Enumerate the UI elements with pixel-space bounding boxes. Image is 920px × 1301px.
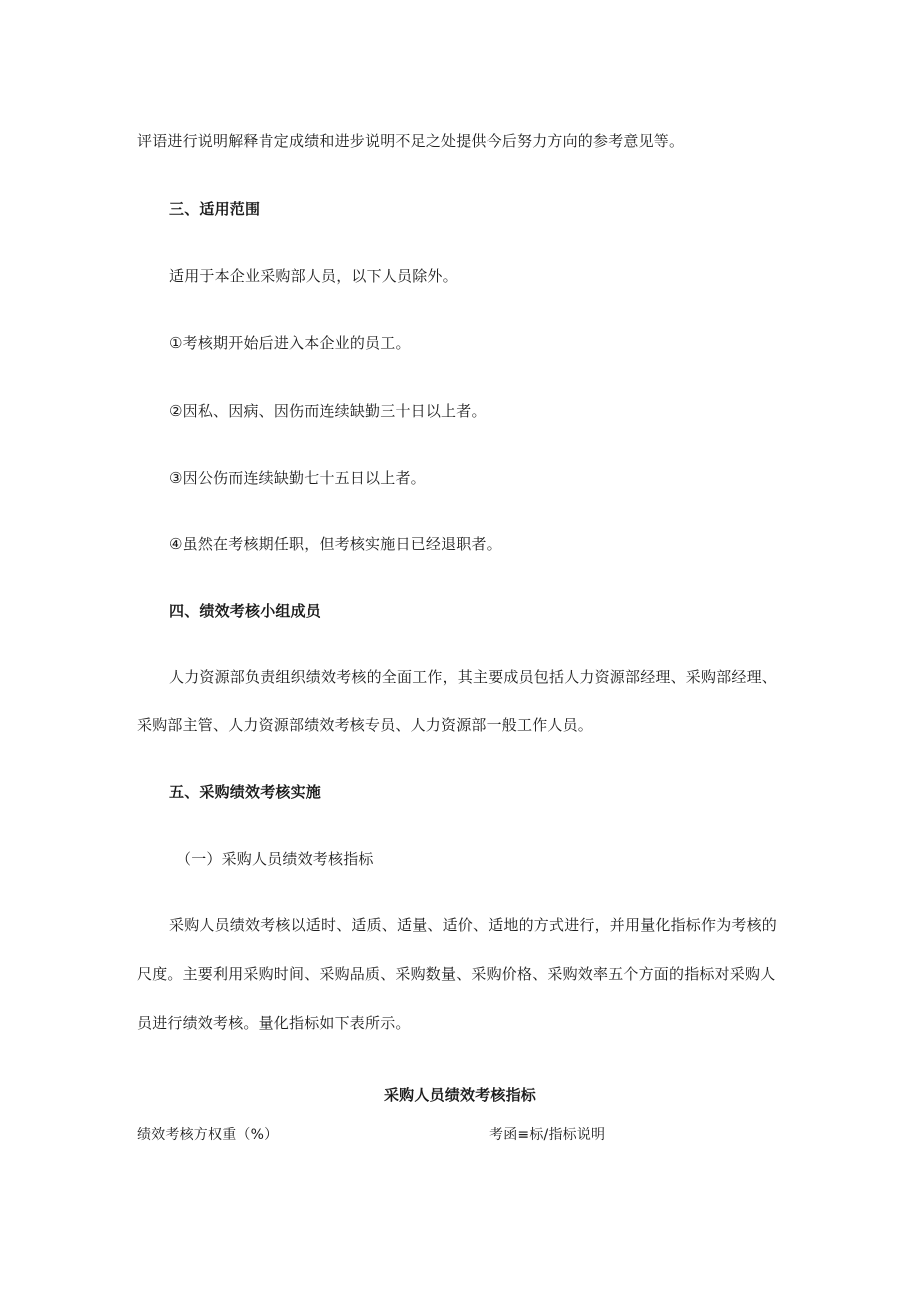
section5-paragraph-line1: 采购人员绩效考核以适时、适质、适量、适价、适地的方式进行，并用量化指标作为考核的	[169, 916, 778, 934]
intro-tail-text: 评语进行说明解释肯定成绩和进步说明不足之处提供今后努力方向的参考意见等。	[137, 132, 685, 150]
section3-item-2: ②因私、因病、因伤而连续缺勤三十日以上者。	[169, 402, 487, 420]
section5-subheading: （一）采购人员绩效考核指标	[176, 850, 374, 868]
section5-heading: 五、采购绩效考核实施	[169, 783, 322, 801]
table-header-left: 绩效考核方权重（%）	[137, 1127, 279, 1143]
section5-paragraph-line2: 尺度。主要利用采购时间、采购品质、采购数量、采购价格、采购效率五个方面的指标对采购人	[137, 965, 776, 983]
section4-heading: 四、绩效考核小组成员	[169, 602, 322, 620]
section3-item-1: ①考核期开始后进入本企业的员工。	[169, 334, 411, 352]
section3-item-3: ③因公伤而连续缺勤七十五日以上者。	[169, 469, 426, 487]
section4-paragraph-line1: 人力资源部负责组织绩效考核的全面工作，其主要成员包括人力资源部经理、采购部经理、	[169, 668, 778, 686]
section4-paragraph-line2: 采购部主管、人力资源部绩效考核专员、人力资源部一般工作人员。	[137, 716, 594, 734]
section3-intro: 适用于本企业采购部人员，以下人员除外。	[169, 267, 458, 285]
section3-heading: 三、适用范围	[169, 200, 261, 218]
section3-item-4: ④虽然在考核期任职，但考核实施日已经退职者。	[169, 535, 502, 553]
section5-paragraph-line3: 员进行绩效考核。量化指标如下表所示。	[137, 1014, 411, 1032]
table-title: 采购人员绩效考核指标	[383, 1086, 536, 1104]
table-header-right: 考函≡标/指标说明	[489, 1127, 606, 1143]
